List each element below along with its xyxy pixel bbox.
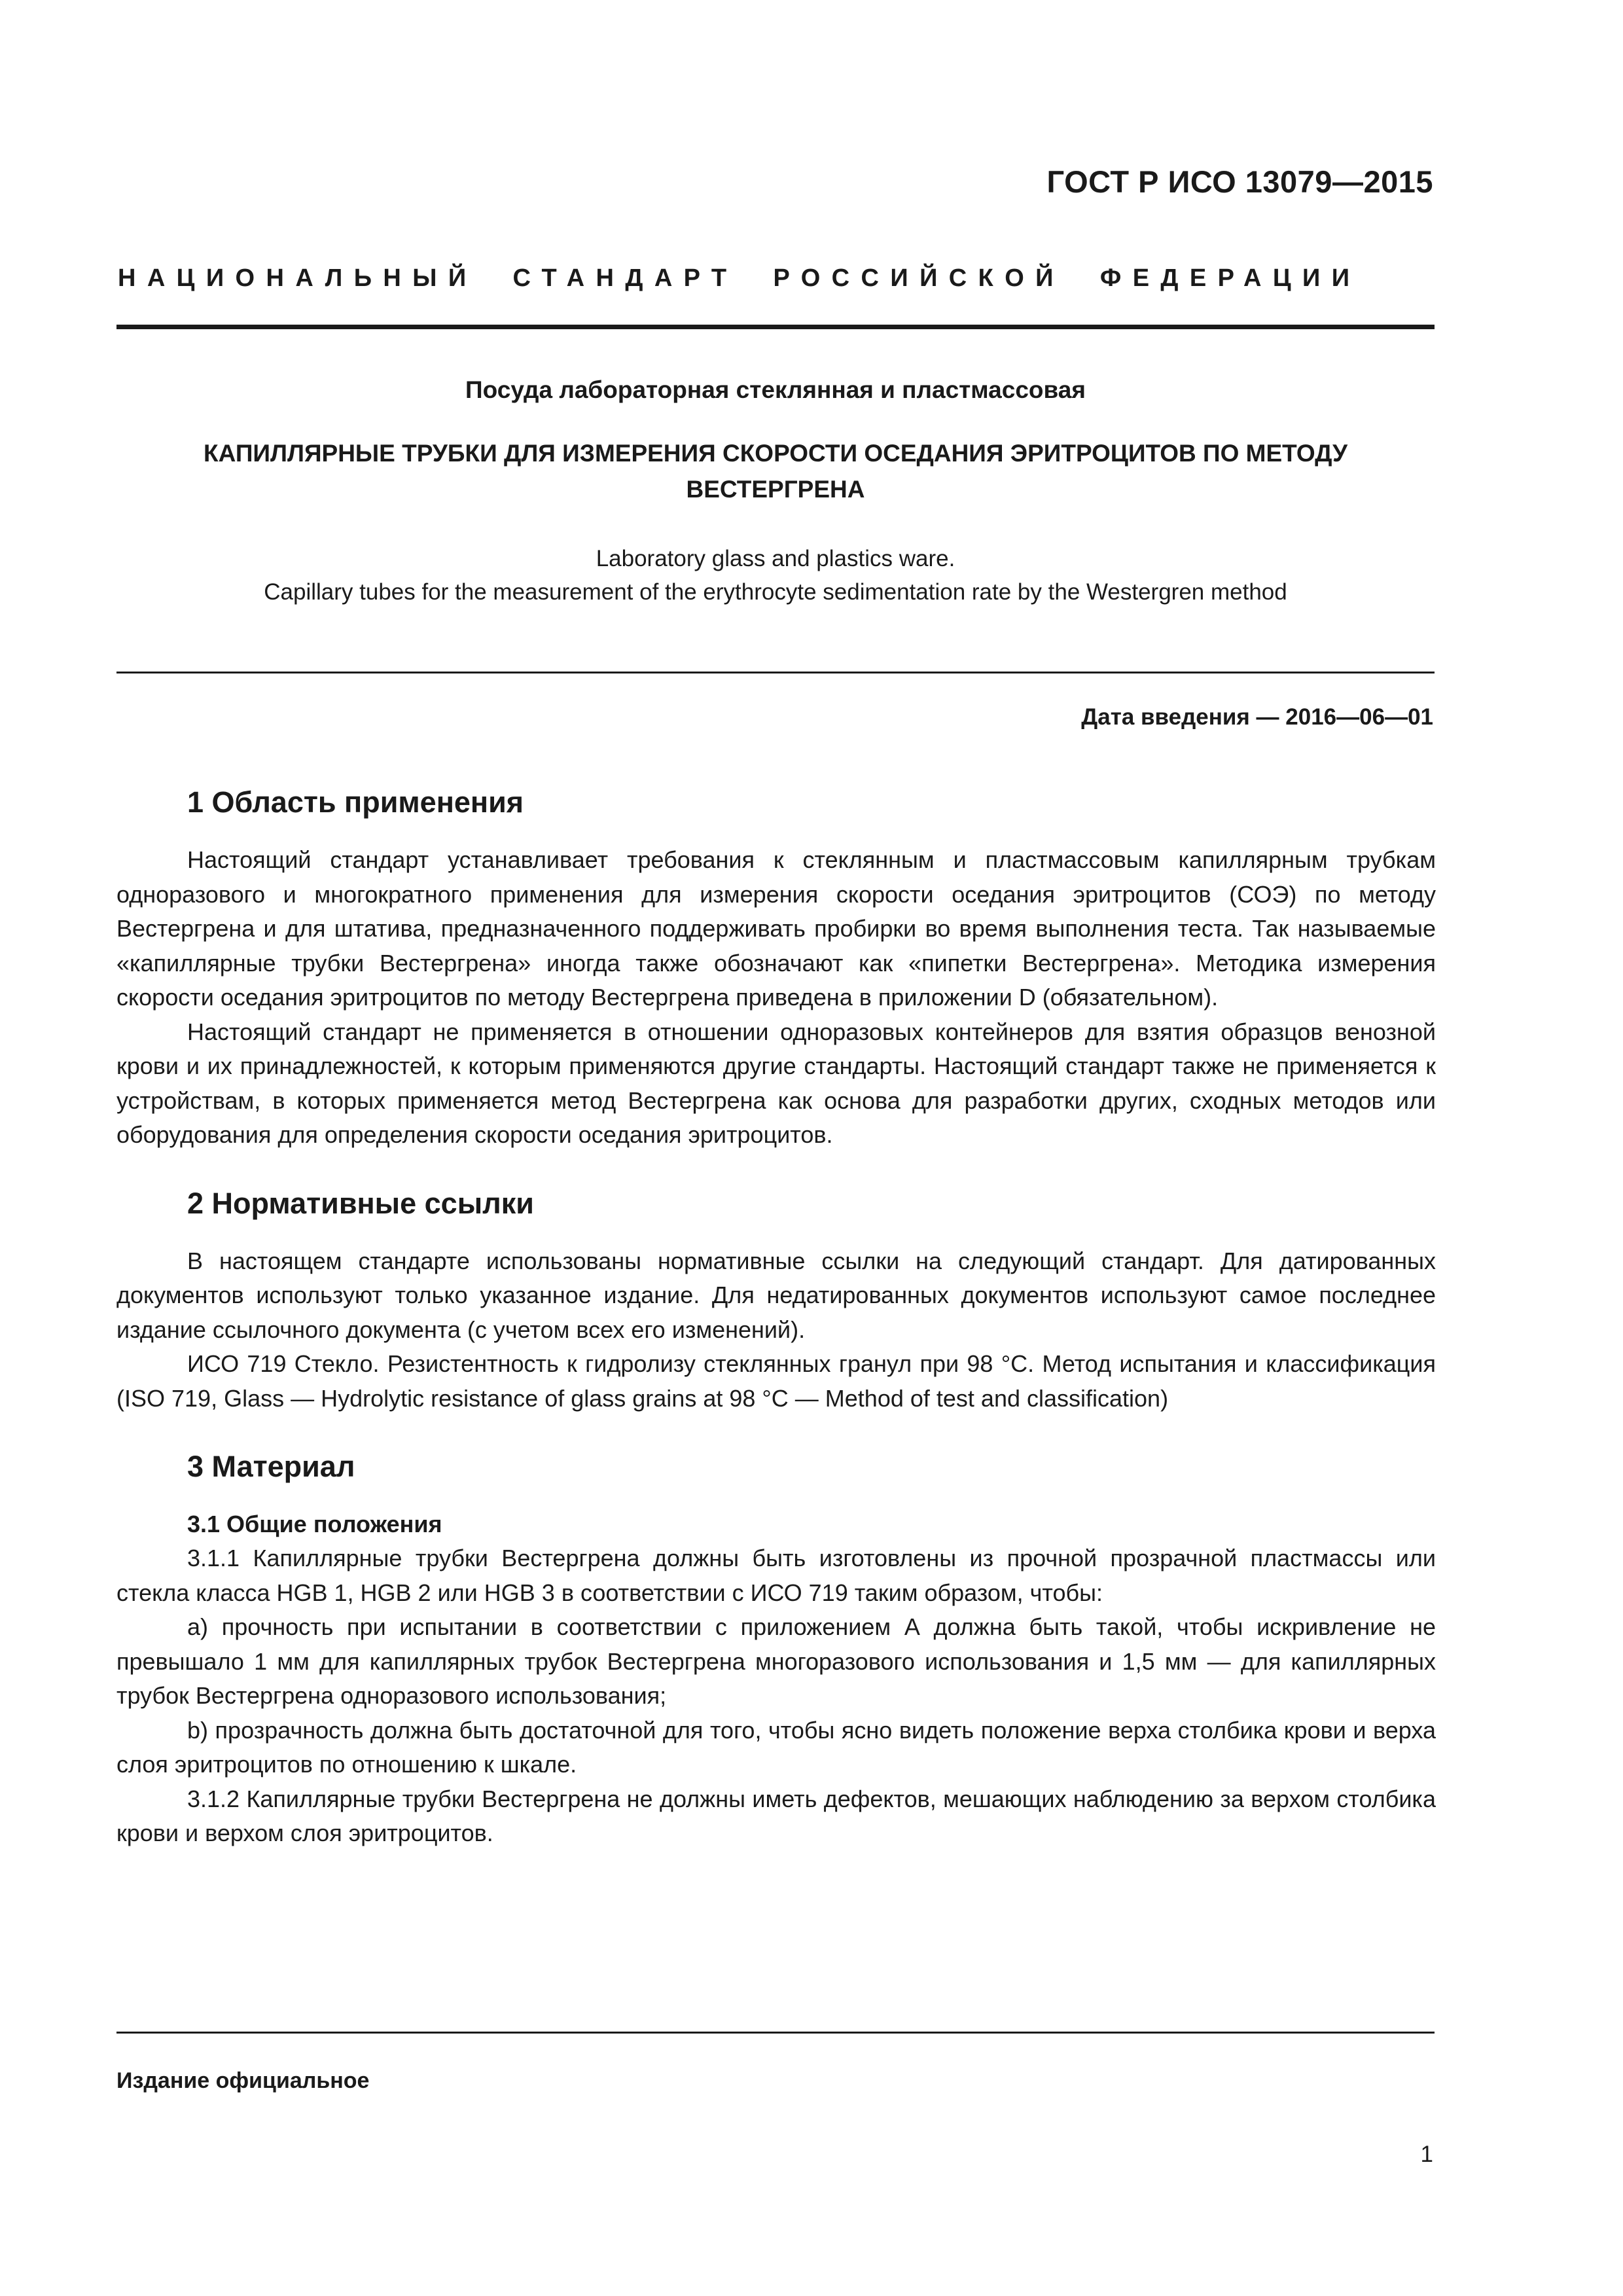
paragraph: 3.1.1 Капиллярные трубки Вестергрена должны быть изготовлены из прочной прозрачной пластмассы или стекла класса HGB 1, HGB 2 или HGB 3 в соответствии с ИСО 719 таким образом, чтобы:	[116, 1545, 1436, 1606]
list-item: a) прочность при испытании в соответствии с приложением А должна быть такой, чтобы искривление не превышало 1 мм для капиллярных трубок Вестергрена многоразового использования и 1,5 мм — для капиллярных трубок Вестергрена одноразового использования;	[116, 1613, 1436, 1709]
introduction-date: Дата введения — 2016—06—01	[1081, 704, 1433, 730]
russian-title	[116, 435, 1435, 507]
section-heading-normative-references: 2 Нормативные ссылки	[187, 1186, 534, 1220]
section-heading-material: 3 Материал	[187, 1450, 355, 1483]
english-title-line-1: Laboratory glass and plastics ware.	[596, 546, 955, 571]
document-code: ГОСТ Р ИСО 13079—2015	[1046, 164, 1433, 199]
paragraph: Настоящий стандарт не применяется в отношении одноразовых контейнеров для взятия образцов венозной крови и их принадлежностей, к которым применяются другие стандарты. Настоящий стандарт также не применяется к устройствам, в которых применяется метод Вестергрена как основа для разработки других, сходных методов или оборудования для определения скорости оседания эритроцитов.	[116, 1018, 1436, 1148]
header-rule	[116, 325, 1435, 329]
official-edition-label: Издание официальное	[116, 2068, 370, 2093]
paragraph: 3.1.2 Капиллярные трубки Вестергрена не должны иметь дефектов, мешающих наблюдению за верхом столбика крови и верхом слоя эритроцитов.	[116, 1785, 1436, 1846]
paragraph: Настоящий стандарт устанавливает требования к стеклянным и пластмассовым капиллярным трубкам одноразового и многократного применения для измерения скорости оседания эритроцитов (СОЭ) по методу Вестергрена и для штатива, предназначенного поддерживать пробирки во время выполнения теста. Так называемые «капиллярные трубки Вестергрена» иногда также обозначают как «пипетки Вестергрена». Методика измерения скорости оседания эритроцитов по методу Вестергрена приведена в приложении D (обязательном).	[116, 846, 1436, 1011]
english-title-line-2: Capillary tubes for the measurement of the erythrocyte sedimentation rate by the Westergren method	[264, 579, 1287, 605]
paragraph: В настоящем стандарте использованы нормативные ссылки на следующий стандарт. Для датированных документов используют только указанное издание. Для недатированных документов используют самое последнее издание ссылочного документа (с учетом всех его изменений).	[116, 1247, 1436, 1343]
list-item: b) прозрачность должна быть достаточной для того, чтобы ясно видеть положение верха столбика крови и верха слоя эритроцитов по отношению к шкале.	[116, 1716, 1436, 1778]
page-number: 1	[1420, 2142, 1433, 2167]
english-title	[116, 542, 1435, 609]
national-standard-heading: НАЦИОНАЛЬНЫЙ СТАНДАРТ РОССИЙСКОЙ ФЕДЕРАЦИИ	[118, 264, 1361, 292]
footer-rule	[116, 2032, 1435, 2034]
section-heading-scope: 1 Область применения	[187, 785, 524, 819]
russian-title-line-2: ВЕСТЕРГРЕНА	[686, 476, 865, 503]
title-rule	[116, 672, 1435, 673]
subsection-heading-general: 3.1 Общие положения	[187, 1511, 442, 1537]
document-body	[116, 783, 1436, 1851]
paragraph: ИСО 719 Стекло. Резистентность к гидролизу стеклянных гранул при 98 °С. Метод испытания и классификация (ISO 719, Glass — Hydrolytic resistance of glass grains at 98 °C — Method of test and classification)	[116, 1350, 1436, 1412]
russian-title-line-1: КАПИЛЛЯРНЫЕ ТРУБКИ ДЛЯ ИЗМЕРЕНИЯ СКОРОСТИ ОСЕДАНИЯ ЭРИТРОЦИТОВ ПО МЕТОДУ	[204, 440, 1347, 467]
russian-subtitle: Посуда лабораторная стеклянная и пластмассовая	[465, 376, 1086, 403]
